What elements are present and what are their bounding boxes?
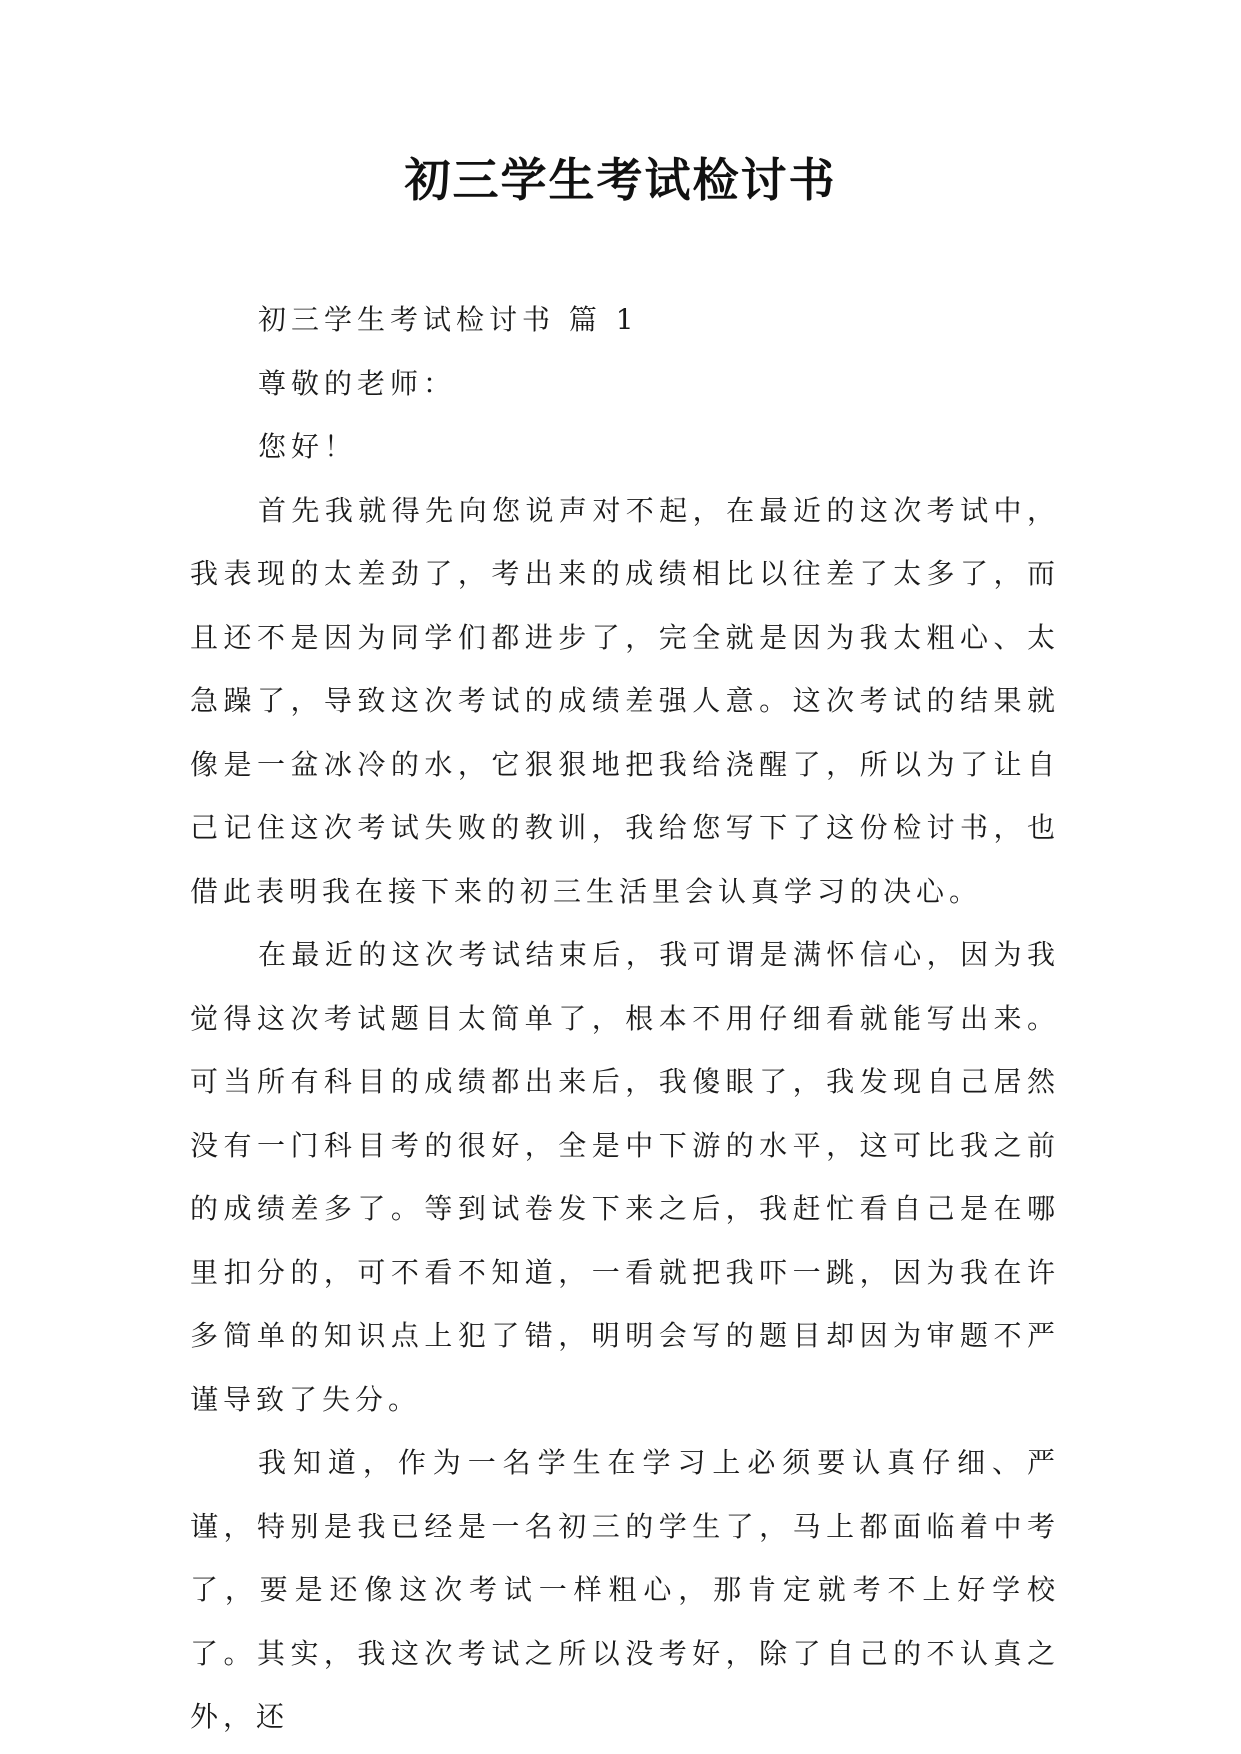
document-body (190, 288, 1060, 1749)
greeting: 您好！ (258, 430, 358, 463)
paragraph-3: 我知道，作为一名学生在学习上必须要认真仔细、严谨，特别是我已经是一名初三的学生了，马上都面临着中考了，要是还像这次考试一样粗心，那肯定就考不上好学校了。其实，我这次考试之所以没考好，除了自己的不认真之外，还 (190, 1446, 1060, 1733)
paragraph-1: 首先我就得先向您说声对不起，在最近的这次考试中，我表现的太差劲了，考出来的成绩相比以往差了太多了，而且还不是因为同学们都进步了，完全就是因为我太粗心、太急躁了，导致这次考试的成绩差强人意。这次考试的结果就像是一盆冰冷的水，它狠狠地把我给浇醒了，所以为了让自己记住这次考试失败的教训，我给您写下了这份检讨书，也借此表明我在接下来的初三生活里会认真学习的决心。 (190, 493, 1060, 908)
paragraph-2: 在最近的这次考试结束后，我可谓是满怀信心，因为我觉得这次考试题目太简单了，根本不用仔细看就能写出来。可当所有科目的成绩都出来后，我傻眼了，我发现自己居然没有一门科目考的很好，全是中下游的水平，这可比我之前的成绩差多了。等到试卷发下来之后，我赶忙看自己是在哪里扣分的，可不看不知道，一看就把我吓一跳，因为我在许多简单的知识点上犯了错，明明会写的题目却因为审题不严谨导致了失分。 (190, 938, 1060, 1416)
section-heading: 初三学生考试检讨书 篇 1 (258, 303, 639, 336)
salutation: 尊敬的老师： (258, 366, 457, 400)
document-title: 初三学生考试检讨书 (404, 153, 837, 207)
